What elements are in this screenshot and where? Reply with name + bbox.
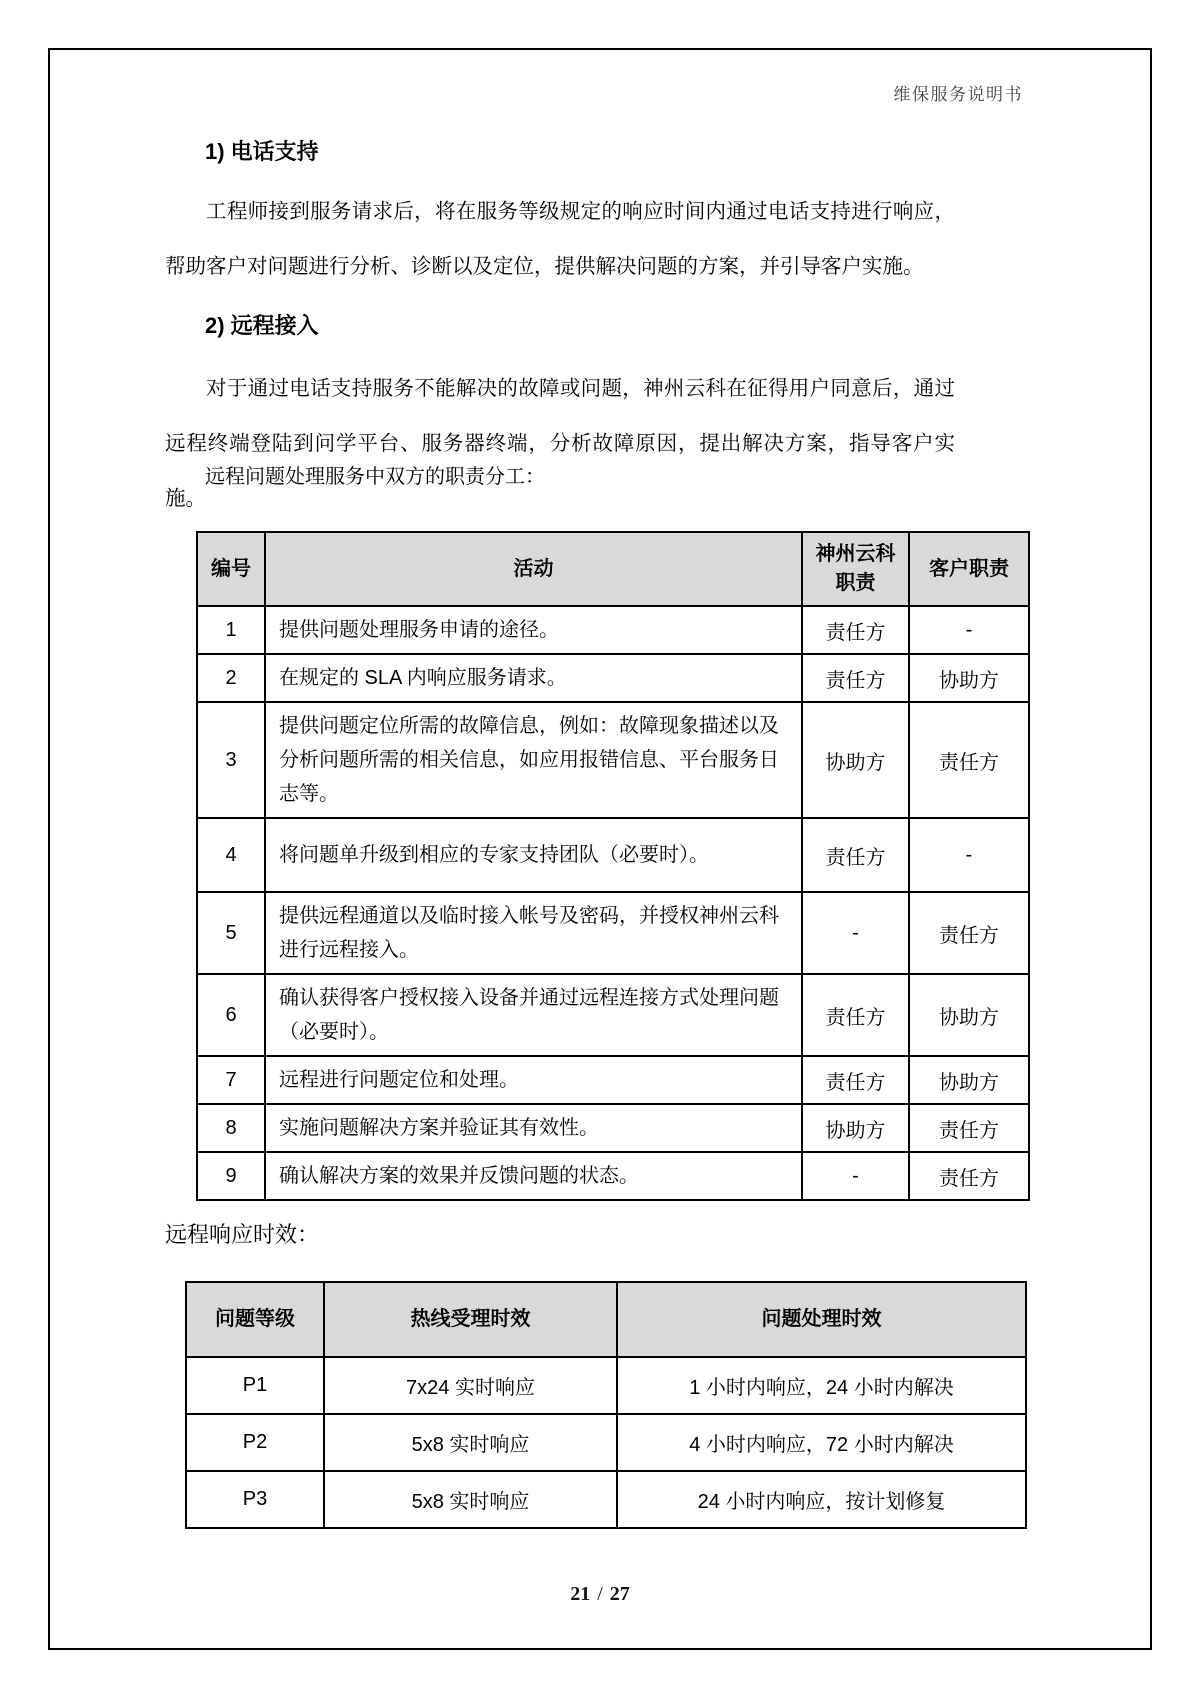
sla-response-table — [185, 1281, 1027, 1529]
table-row — [197, 606, 1029, 654]
cell-dcc: - — [802, 1152, 909, 1200]
table-row — [197, 892, 1029, 974]
cell-no: 3 — [197, 702, 265, 818]
cell-dcc: 责任方 — [802, 974, 909, 1056]
table-row — [186, 1357, 1026, 1414]
cell-no: 2 — [197, 654, 265, 702]
cell-customer: 协助方 — [909, 654, 1029, 702]
cell-customer: 协助方 — [909, 974, 1029, 1056]
cell-no: 5 — [197, 892, 265, 974]
cell-handle: 24 小时内响应，按计划修复 — [617, 1471, 1026, 1528]
table-row — [197, 1056, 1029, 1104]
col-header-handling-sla: 问题处理时效 — [617, 1282, 1026, 1357]
col-header-customer-duty: 客户职责 — [909, 532, 1029, 606]
document-header-title: 维保服务说明书 — [893, 85, 1023, 104]
cell-dcc: 协助方 — [802, 1104, 909, 1152]
cell-handle: 4 小时内响应，72 小时内解决 — [617, 1414, 1026, 1471]
cell-customer: 协助方 — [909, 1056, 1029, 1104]
cell-dcc: 责任方 — [802, 1056, 909, 1104]
cell-customer: 责任方 — [909, 702, 1029, 818]
cell-activity: 确认解决方案的效果并反馈问题的状态。 — [265, 1152, 802, 1200]
cell-hotline: 7x24 实时响应 — [324, 1357, 617, 1414]
cell-activity: 提供问题定位所需的故障信息，例如：故障现象描述以及分析问题所需的相关信息，如应用报错信息、平台服务日志等。 — [265, 702, 802, 818]
cell-handle: 1 小时内响应，24 小时内解决 — [617, 1357, 1026, 1414]
cell-no: 8 — [197, 1104, 265, 1152]
current-page-number: 21 — [570, 1583, 591, 1605]
cell-no: 4 — [197, 818, 265, 892]
cell-dcc: 责任方 — [802, 654, 909, 702]
section-heading-phone-support: 1) 电话支持 — [205, 139, 319, 164]
paragraph-phone-support: 工程师接到服务请求后，将在服务等级规定的响应时间内通过电话支持进行响应，帮助客户对问题进行分析、诊断以及定位，提供解决问题的方案，并引导客户实施。 — [165, 200, 955, 278]
cell-activity: 将问题单升级到相应的专家支持团队（必要时）。 — [265, 818, 802, 892]
table-row — [197, 702, 1029, 818]
table-row — [197, 818, 1029, 892]
cell-customer: 责任方 — [909, 1152, 1029, 1200]
table-row — [197, 974, 1029, 1056]
cell-activity: 确认获得客户授权接入设备并通过远程连接方式处理问题（必要时）。 — [265, 974, 802, 1056]
cell-no: 7 — [197, 1056, 265, 1104]
page-number-separator: / — [597, 1583, 603, 1605]
col-header-dcc-duty: 神州云科职责 — [802, 532, 909, 606]
cell-dcc: 协助方 — [802, 702, 909, 818]
cell-dcc: 责任方 — [802, 818, 909, 892]
cell-activity: 提供远程通道以及临时接入帐号及密码，并授权神州云科进行远程接入。 — [265, 892, 802, 974]
sla-table-header-row — [186, 1282, 1026, 1357]
paragraph-remote-access: 对于通过电话支持服务不能解决的故障或问题，神州云科在征得用户同意后，通过远程终端登陆到问学平台、服务器终端，分析故障原因，提出解决方案，指导客户实施。 — [165, 377, 955, 510]
cell-no: 6 — [197, 974, 265, 1056]
cell-level: P1 — [186, 1357, 324, 1414]
col-header-activity: 活动 — [265, 532, 802, 606]
cell-level: P3 — [186, 1471, 324, 1528]
page-number-footer — [0, 1583, 1200, 1606]
col-header-no: 编号 — [197, 532, 265, 606]
cell-activity: 远程进行问题定位和处理。 — [265, 1056, 802, 1104]
cell-no: 9 — [197, 1152, 265, 1200]
duty-division-table — [196, 531, 1030, 1201]
table-row — [186, 1471, 1026, 1528]
col-header-hotline-sla: 热线受理时效 — [324, 1282, 617, 1357]
section-heading-remote-access: 2) 远程接入 — [205, 313, 319, 338]
cell-customer: 责任方 — [909, 1104, 1029, 1152]
cell-customer: 责任方 — [909, 892, 1029, 974]
cell-level: P2 — [186, 1414, 324, 1471]
sla-table-intro: 远程响应时效： — [165, 1222, 320, 1247]
table-row — [197, 1104, 1029, 1152]
col-header-problem-level: 问题等级 — [186, 1282, 324, 1357]
duty-table-header-row — [197, 532, 1029, 606]
cell-customer: - — [909, 818, 1029, 892]
cell-activity: 提供问题处理服务申请的途径。 — [265, 606, 802, 654]
table-row — [186, 1414, 1026, 1471]
total-page-number: 27 — [609, 1583, 630, 1605]
table-row — [197, 1152, 1029, 1200]
table-row — [197, 654, 1029, 702]
cell-hotline: 5x8 实时响应 — [324, 1414, 617, 1471]
cell-dcc: 责任方 — [802, 606, 909, 654]
cell-activity: 在规定的 SLA 内响应服务请求。 — [265, 654, 802, 702]
cell-activity: 实施问题解决方案并验证其有效性。 — [265, 1104, 802, 1152]
cell-no: 1 — [197, 606, 265, 654]
cell-customer: - — [909, 606, 1029, 654]
duty-table-intro: 远程问题处理服务中双方的职责分工： — [205, 466, 545, 488]
cell-hotline: 5x8 实时响应 — [324, 1471, 617, 1528]
cell-dcc: - — [802, 892, 909, 974]
